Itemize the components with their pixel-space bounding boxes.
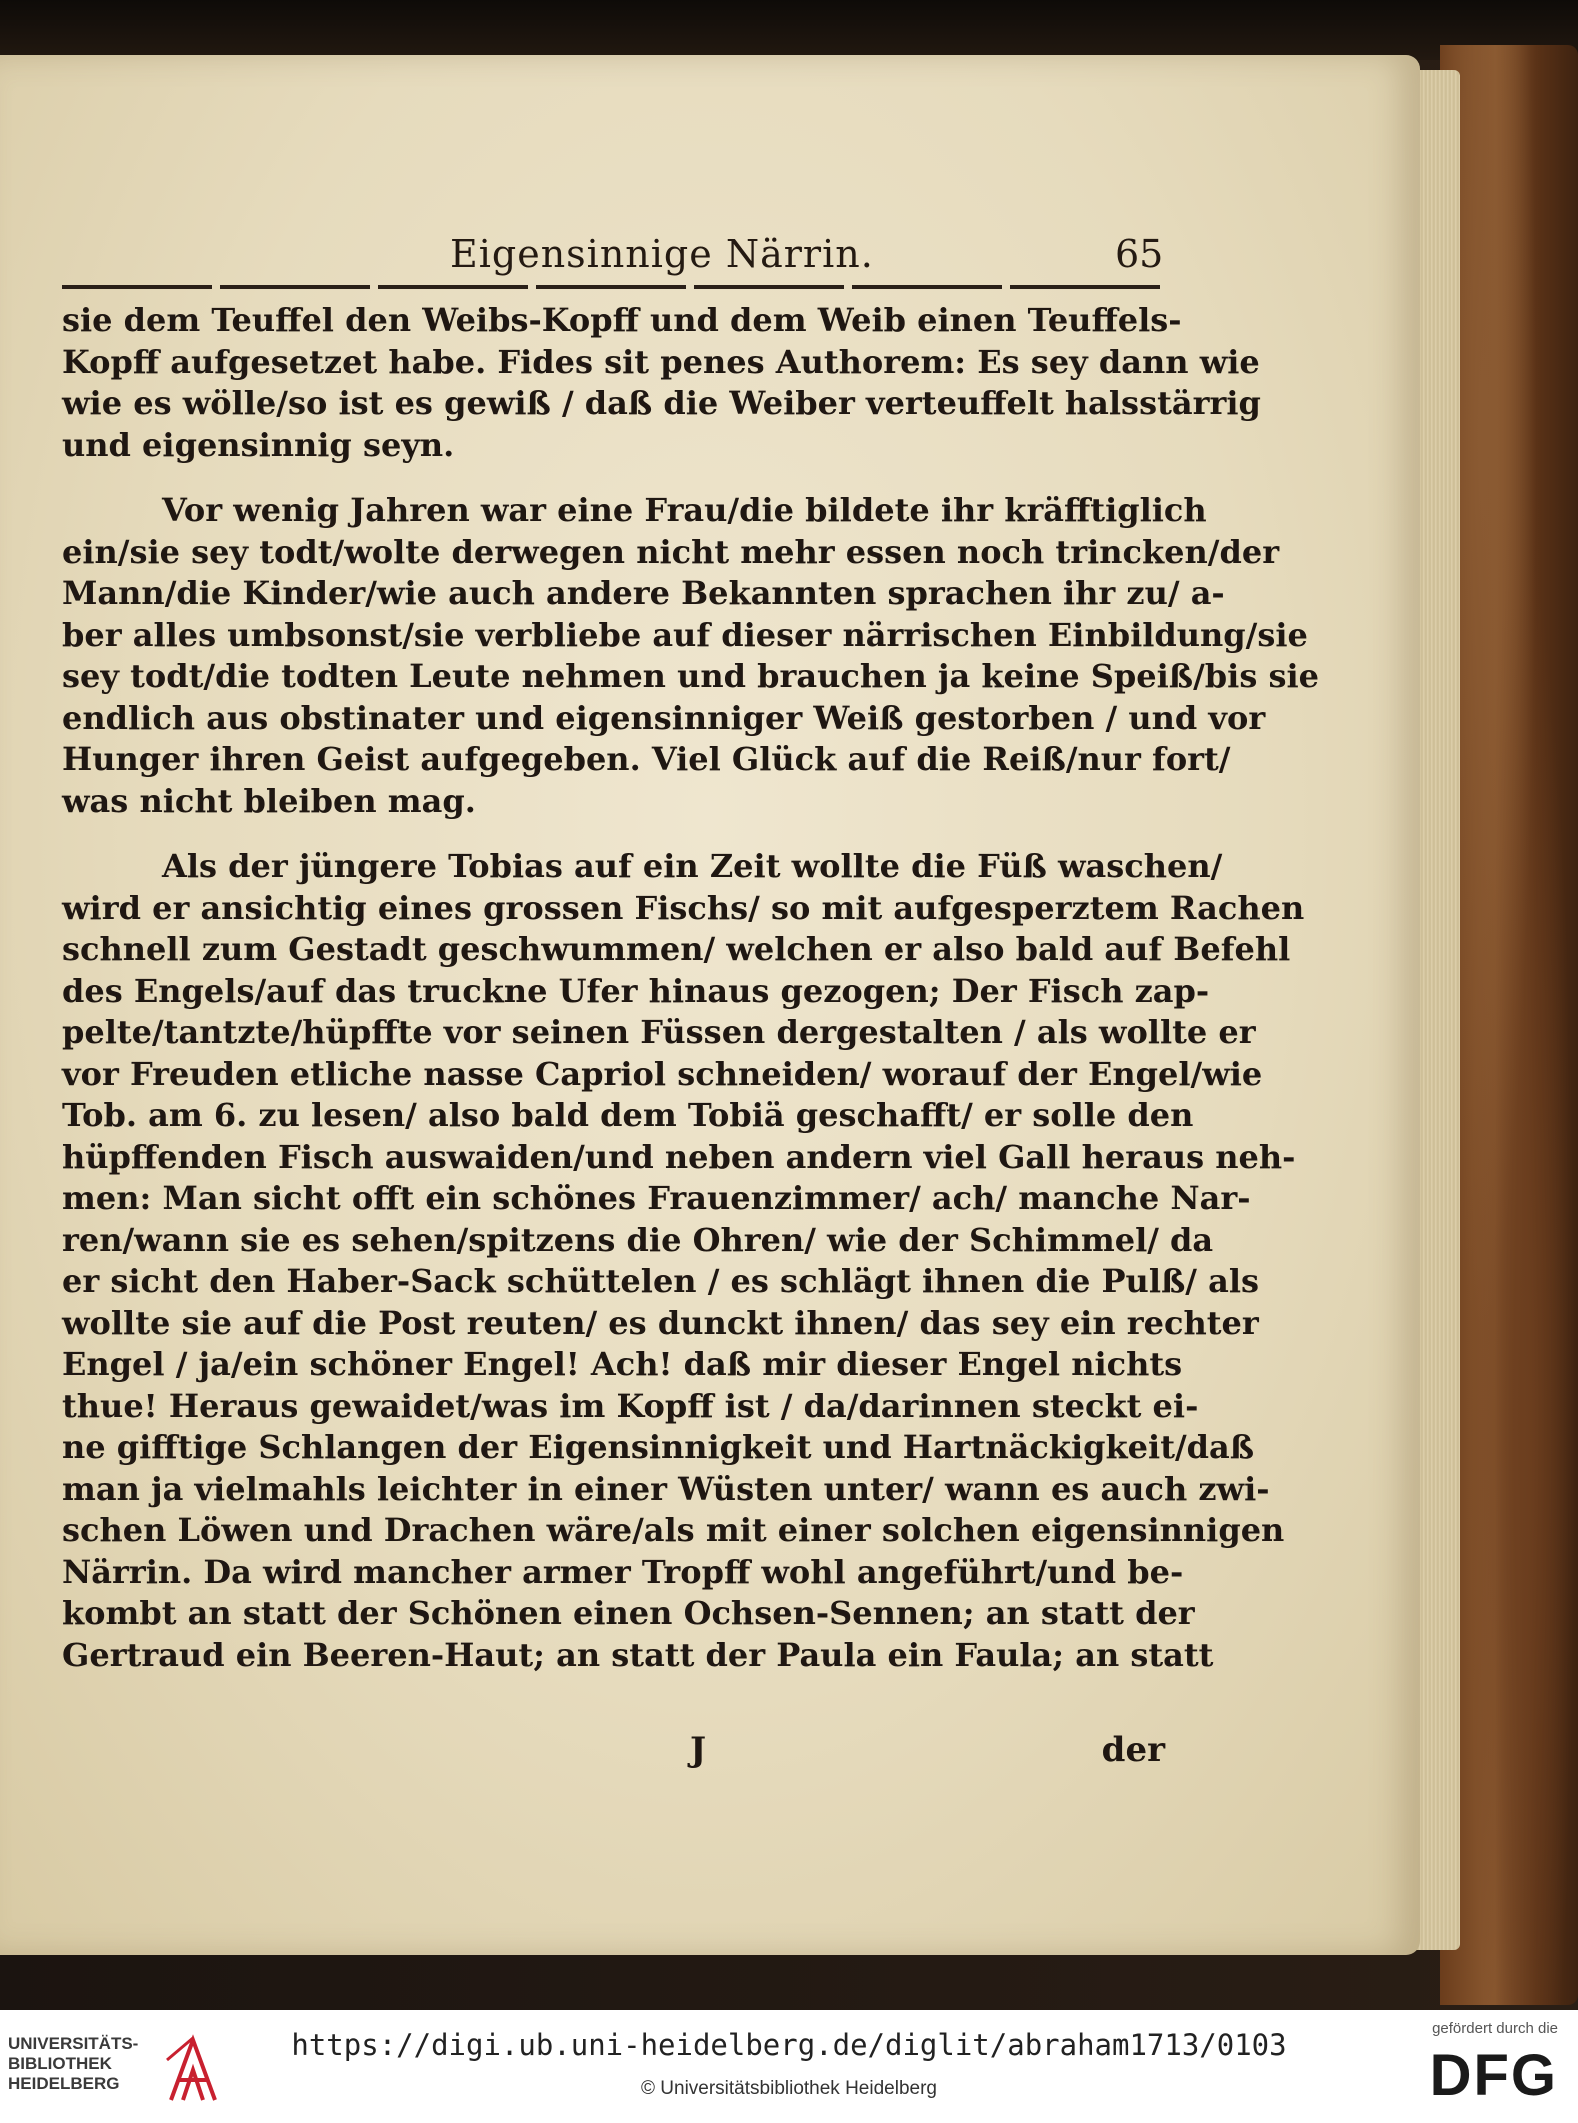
book-cover-edge <box>1440 45 1578 2005</box>
text-line: Als der jüngere Tobias auf ein Zeit wollte die Füß waschen/ <box>162 847 1223 885</box>
text-line: pelte/tantzte/hüpffte vor seinen Füssen dergestalten / als wollte er <box>62 1013 1256 1051</box>
page-footer-marks <box>60 1730 1165 1780</box>
text-line: was nicht bleiben mag. <box>62 781 476 820</box>
text-line: wie es wölle/so ist es gewiß / daß die Weiber verteuffelt halsstärrig <box>62 384 1261 422</box>
text-line: kombt an statt der Schönen einen Ochsen-Sennen; an statt der <box>62 1594 1195 1632</box>
paragraph <box>62 490 1319 822</box>
signature-mark: J <box>690 1730 707 1770</box>
text-line: endlich aus obstinater und eigensinniger Weiß gestorben / und vor <box>62 698 1266 737</box>
copyright-notice: © Universitätsbibliothek Heidelberg <box>641 2078 937 2099</box>
library-name-line: UNIVERSITÄTS- <box>8 2034 139 2053</box>
paragraph <box>62 846 1305 1676</box>
text-line: wollte sie auf die Post reuten/ es dunckt ihnen/ das sey ein rechter <box>62 1303 1259 1342</box>
text-line: und eigensinnig seyn. <box>62 425 455 464</box>
library-name-line: BIBLIOTHEK <box>8 2054 112 2073</box>
page-url-link[interactable]: https://digi.ub.uni-heidelberg.de/diglit/abraham1713/0103 <box>291 2028 1287 2062</box>
text-line: Hunger ihren Geist aufgegeben. Viel Glück auf die Reiß/nur fort/ <box>62 740 1231 778</box>
funding-caption: gefördert durch die <box>1432 2020 1558 2037</box>
funding-logo[interactable] <box>1378 2020 1558 2115</box>
text-line: des Engels/auf das truckne Ufer hinaus gezogen; Der Fisch zap- <box>62 971 1210 1010</box>
paragraph-gap <box>62 822 1167 846</box>
text-line: er sicht den Haber-Sack schüttelen / es schlägt ihnen die Pulß/ als <box>62 1262 1260 1300</box>
header-rule <box>62 285 1162 289</box>
text-line: Mann/die Kinder/wie auch andere Bekannten sprachen ihr zu/ a- <box>62 574 1225 612</box>
running-title: Eigensinnige Närrin. <box>450 232 874 276</box>
paragraph <box>62 300 1261 466</box>
text-line: men: Man sicht offt ein schönes Frauenzimmer/ ach/ manche Nar- <box>62 1179 1251 1217</box>
text-line: Tob. am 6. zu lesen/ also bald dem Tobiä geschafft/ er solle den <box>62 1096 1194 1134</box>
text-line: wird er ansichtig eines grossen Fischs/ so mit aufgesperztem Rachen <box>62 888 1305 927</box>
text-line: Engel / ja/ein schöner Engel! Ach! daß mir dieser Engel nichts <box>62 1345 1183 1383</box>
dfg-logo-text: DFG <box>1429 2043 1558 2108</box>
text-line: schnell zum Gestadt geschwummen/ welchen er also bald auf Befehl <box>62 930 1291 968</box>
text-line: Kopff aufgesetzet habe. Fides sit penes Authorem: Es sey dann wie <box>62 342 1260 381</box>
text-line: vor Freuden etliche nasse Capriol schneiden/ worauf der Engel/wie <box>62 1054 1263 1093</box>
text-line: sey todt/die todten Leute nehmen und brauchen ja keine Speiß/bis sie <box>62 657 1319 695</box>
text-line: man ja vielmahls leichter in einer Wüsten unter/ wann es auch zwi- <box>62 1469 1270 1508</box>
text-line: ne gifftige Schlangen der Eigensinnigkeit und Hartnäckigkeit/daß <box>62 1428 1255 1466</box>
text-line: ren/wann sie es sehen/spitzens die Ohren/ wie der Schimmel/ da <box>62 1220 1214 1259</box>
catchword: der <box>1101 1730 1165 1770</box>
text-line: Vor wenig Jahren war eine Frau/die bildete ihr kräfftiglich <box>162 491 1207 529</box>
text-line: ein/sie sey todt/wolte derwegen nicht mehr essen noch trincken/der <box>62 532 1280 571</box>
viewer-footer <box>0 2010 1578 2123</box>
body-text <box>62 300 1319 1676</box>
text-line: Närrin. Da wird mancher armer Tropff wohl angeführt/und be- <box>62 1552 1184 1591</box>
text-line: Gertraud ein Beeren-Haut; an statt der Paula ein Faula; an statt <box>62 1635 1214 1674</box>
text-line: schen Löwen und Drachen wäre/als mit einer solchen eigensinnigen <box>62 1511 1285 1549</box>
page-header <box>60 232 1164 282</box>
text-line: sie dem Teuffel den Weibs-Kopff und dem Weib einen Teuffels- <box>62 301 1182 339</box>
page-number: 65 <box>1115 232 1164 276</box>
library-name-line: HEIDELBERG <box>8 2074 120 2093</box>
paragraph-gap <box>62 466 1167 490</box>
scan-top-background <box>0 0 1578 60</box>
text-line: thue! Heraus gewaidet/was im Kopff ist / da/darinnen steckt ei- <box>62 1386 1199 1425</box>
text-line: hüpffenden Fisch auswaiden/und neben andern viel Gall heraus neh- <box>62 1137 1296 1176</box>
text-line: ber alles umbsonst/sie verbliebe auf dieser närrischen Einbildung/sie <box>62 615 1308 654</box>
